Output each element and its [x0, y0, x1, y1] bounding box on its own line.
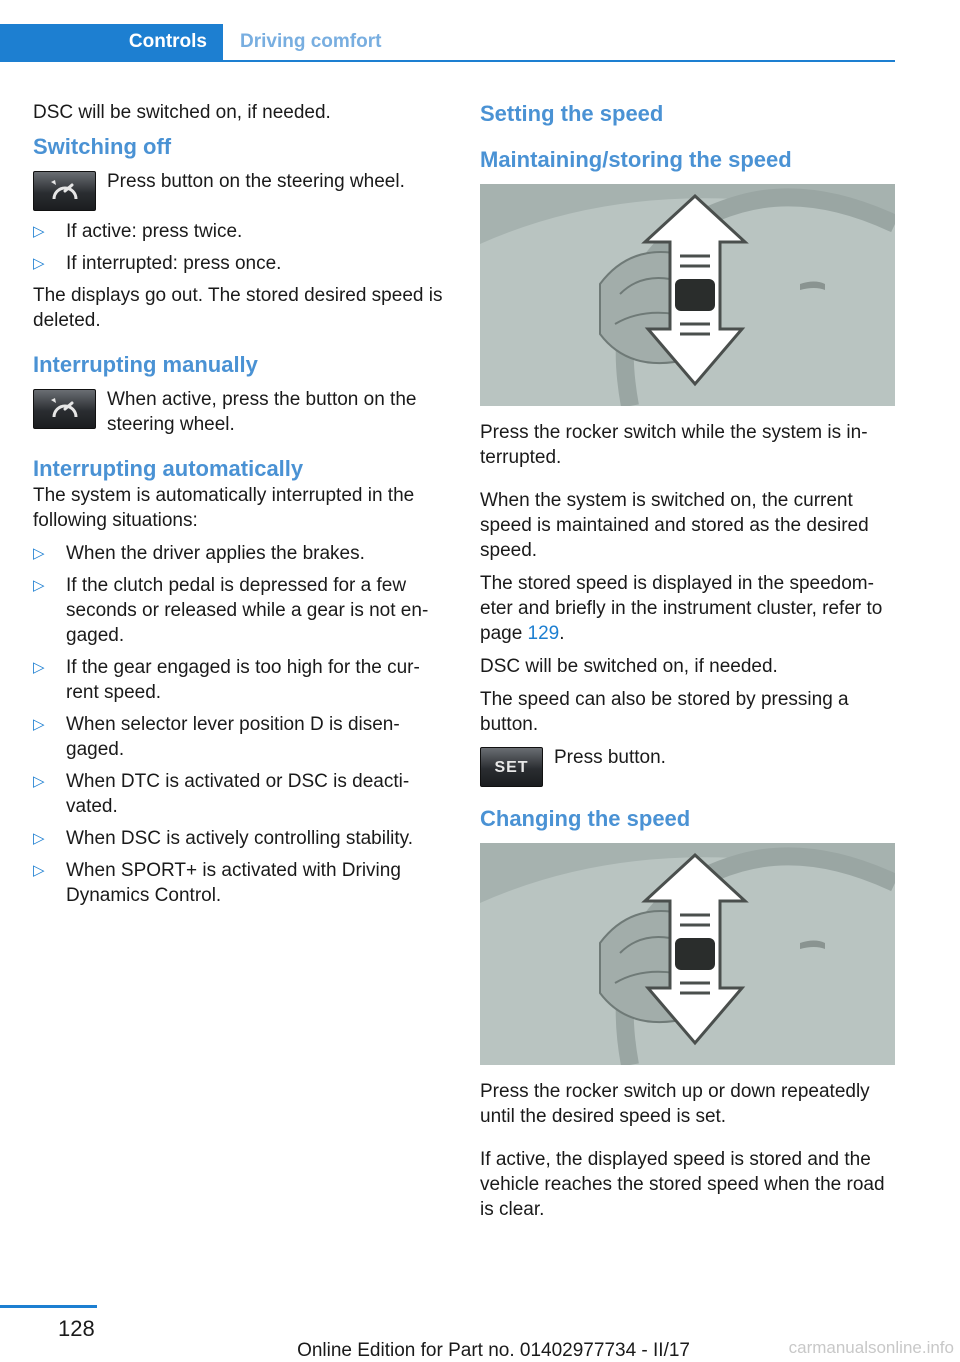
list-item: ▷ When SPORT+ is activated with Driving Dynamics Control. — [33, 858, 445, 908]
switching-off-list — [33, 219, 445, 276]
rocker-repeat-text: Press the rocker switch up or down repeatedly until the desired speed is set. — [480, 1081, 870, 1127]
header-section-tab[interactable]: Controls — [0, 24, 223, 60]
watermark: carmanualsonline.info — [788, 1338, 954, 1357]
left-column — [33, 100, 445, 915]
switching-off-note: The displays go out. The stored desired speed is deleted. — [33, 285, 443, 331]
footer-rule — [0, 1305, 97, 1308]
triangle-bullet-icon — [33, 541, 47, 566]
list-item: ▷ If the clutch pedal is depressed for a few seconds or released while a gear is not engaged. — [33, 573, 445, 648]
list-item: ▷ When DTC is activated or DSC is deactivated. — [33, 769, 445, 819]
list-item: ▷ If interrupted: press once. — [33, 251, 445, 276]
interrupting-automatically-list — [33, 541, 445, 908]
set-button-instruction: Press button. — [554, 747, 666, 768]
list-item: ▷ If active: press twice. — [33, 219, 445, 244]
rocker-press-text: Press the rocker switch while the system is interrupted. — [480, 422, 868, 468]
cruise-control-icon — [33, 389, 96, 429]
interrupting-automatically-intro: The system is automatically interrupted in the following situations: — [33, 485, 415, 531]
speed-maintained-text: When the system is switched on, the current speed is maintained and stored as the desired speed. — [480, 490, 869, 561]
heading-switching-off: Switching off — [33, 134, 172, 159]
triangle-bullet-icon — [33, 712, 47, 737]
set-button-icon: SET — [480, 747, 543, 787]
switching-off-icon-row — [33, 169, 445, 211]
triangle-bullet-icon — [33, 251, 47, 276]
triangle-bullet-icon — [33, 573, 47, 598]
set-button-row — [480, 745, 895, 787]
page-header — [0, 24, 895, 62]
list-item: ▷ If the gear engaged is too high for the current speed. — [33, 655, 445, 705]
list-item: ▷ When the driver applies the brakes. — [33, 541, 445, 566]
right-column — [480, 100, 895, 1230]
interrupting-manually-instruction: When active, press the button on the steering wheel. — [107, 389, 417, 435]
stored-speed-clear-road-text: If active, the displayed speed is stored and the vehicle reaches the stored speed when the road is clear. — [480, 1149, 885, 1220]
heading-interrupting-manually: Interrupting manually — [33, 352, 258, 377]
stored-speed-text: The stored speed is displayed in the speedometer and briefly in the instrument cluster, refer to page 129. — [480, 573, 883, 644]
page-number: 128 — [58, 1316, 95, 1341]
store-by-button-text: The speed can also be stored by pressing a button. — [480, 689, 849, 735]
list-item: ▷ When DSC is actively controlling stability. — [33, 826, 445, 851]
heading-maintaining-storing: Maintaining/storing the speed — [480, 147, 792, 172]
triangle-bullet-icon — [33, 655, 47, 680]
dsc-text: DSC will be switched on, if needed. — [480, 656, 778, 677]
header-rule — [0, 60, 895, 62]
heading-setting-the-speed: Setting the speed — [480, 101, 664, 126]
steering-wheel-rocker-figure-1 — [480, 184, 895, 406]
triangle-bullet-icon — [33, 219, 47, 244]
edition-text: Online Edition for Part no. 01402977734 - II/17 — [297, 1340, 690, 1361]
triangle-bullet-icon — [33, 858, 47, 883]
heading-changing-the-speed: Changing the speed — [480, 806, 691, 831]
heading-interrupting-automatically: Interrupting automatically — [33, 456, 304, 481]
intro-text: DSC will be switched on, if needed. — [33, 102, 331, 123]
page-link[interactable]: 129 — [527, 623, 560, 644]
triangle-bullet-icon — [33, 769, 47, 794]
list-item: ▷ When selector lever position D is disengaged. — [33, 712, 445, 762]
interrupting-manually-icon-row — [33, 387, 445, 437]
switching-off-instruction: Press button on the steering wheel. — [107, 171, 405, 192]
steering-wheel-rocker-figure-2 — [480, 843, 895, 1065]
cruise-control-icon — [33, 171, 96, 211]
triangle-bullet-icon — [33, 826, 47, 851]
header-subsection-tab[interactable]: Driving comfort — [240, 31, 382, 52]
